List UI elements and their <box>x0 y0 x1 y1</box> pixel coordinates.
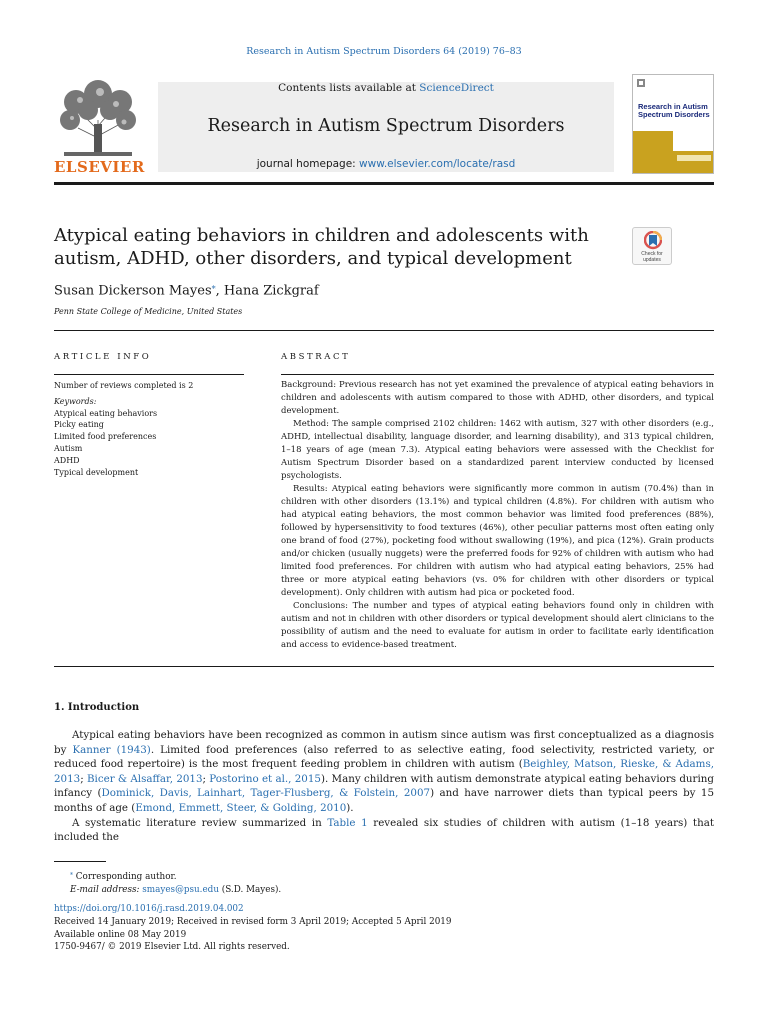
body-text: ; <box>202 772 210 785</box>
divider <box>54 374 244 375</box>
corresponding-author-mark[interactable]: ⁎ <box>211 282 216 291</box>
introduction-body <box>54 728 714 845</box>
table-1-link[interactable]: Table 1 <box>327 816 368 829</box>
reviews-count: Number of reviews completed is 2 <box>54 381 194 390</box>
journal-header <box>54 74 714 178</box>
keyword-item: Picky eating <box>54 420 104 430</box>
cover-strip <box>677 155 711 161</box>
article-info <box>54 380 244 478</box>
keyword-item: Limited food preferences <box>54 432 157 442</box>
doi-link[interactable]: https://doi.org/10.1016/j.rasd.2019.04.002 <box>54 904 244 914</box>
journal-name: Research in Autism Spectrum Disorders <box>207 116 565 136</box>
intro-paragraph-2 <box>54 816 714 845</box>
email-link[interactable]: smayes@psu.edu <box>142 884 219 895</box>
online-date: Available online 08 May 2019 <box>54 929 187 940</box>
header-rule <box>54 182 714 185</box>
keyword-item: Typical development <box>54 467 139 477</box>
email-footnote <box>54 884 714 897</box>
citation-link[interactable]: Emond, Emmett, Steer, & Golding, 2010 <box>135 801 347 814</box>
body-text: ; <box>80 772 87 785</box>
citation-link[interactable]: Postorino et al., 2015 <box>209 772 321 785</box>
abstract-conclusions: Conclusions: The number and types of atypical eating behaviors found only in children with autism and not in children with other disorders or typical development should alert clinicians to the possibility of autism and the need to evaluate for autism in order to facilitate early identification and access to evidence-based treatment. <box>281 601 714 650</box>
homepage-line <box>158 158 614 170</box>
article-title: Atypical eating behaviors in children and adolescents with autism, ADHD, other disorders, and typical development <box>54 225 589 269</box>
check-for-updates-label: Check for updates <box>641 251 663 263</box>
homepage-prefix: journal homepage: <box>256 158 360 170</box>
journal-cover-thumbnail[interactable] <box>632 74 714 174</box>
introduction-heading: 1. Introduction <box>54 702 140 713</box>
divider <box>54 666 714 667</box>
article-history <box>54 903 714 954</box>
abstract-body <box>281 379 714 652</box>
citation-link[interactable]: Kanner (1943) <box>72 743 151 756</box>
footnote-mark: ⁎ <box>70 870 73 877</box>
footnotes <box>54 867 714 897</box>
journal-banner <box>158 82 614 172</box>
email-suffix: (S.D. Mayes). <box>218 884 282 895</box>
abstract-heading: ABSTRACT <box>281 352 351 362</box>
body-text: revealed six studies of children with autism (1–18 years) that included the <box>54 816 714 844</box>
cover-title: Research in Autism Spectrum Disorders <box>638 102 710 119</box>
body-text: ) and have narrower diets than typical peers by 15 months of age ( <box>54 787 715 814</box>
affiliation: Penn State College of Medicine, United States <box>54 307 243 316</box>
body-text: Atypical eating behaviors have been recognized as common in autism since autism was first conceptualized as a diagnosis by <box>54 729 714 756</box>
check-for-updates-button[interactable] <box>632 227 672 265</box>
homepage-link[interactable]: www.elsevier.com/locate/rasd <box>359 158 516 170</box>
intro-paragraph-1 <box>54 728 714 816</box>
citation-link[interactable]: Bicer & Alsaffar, 2013 <box>86 772 203 785</box>
divider <box>281 374 714 375</box>
citation-link[interactable]: Dominick, Davis, Lainhart, Tager-Flusberg, & Folstein, 2007 <box>101 787 431 800</box>
author-list <box>54 282 319 298</box>
abstract-background: Background: Previous research has not yet examined the prevalence of atypical eating behaviors in children and adolescents with autism compared to those with ADHD, other disorders, and typical development. <box>281 380 714 416</box>
body-text: ). Many children with autism demonstrate atypical eating behaviors during infancy ( <box>54 772 714 800</box>
sciencedirect-link[interactable]: ScienceDirect <box>419 82 494 94</box>
journal-citation[interactable]: Research in Autism Spectrum Disorders 64 (2019) 76–83 <box>246 46 522 57</box>
cover-panel <box>673 131 713 151</box>
keyword-item: Atypical eating behaviors <box>54 408 158 418</box>
body-text: A systematic literature review summarized in <box>72 816 328 829</box>
author-mayes: Susan Dickerson Mayes <box>54 283 212 299</box>
abstract-results: Results: Atypical eating behaviors were significantly more common in autism (70.4%) than in children with other disorders (13.1%) and typical children (4.8%). For children with autism who had atypical eating behaviors, the most common behavior was limited food preferences (88%), followed by hypersensitivity to food textures (46%), other peculiar patterns most often eating only one brand of food (27%), pocketing food without swallowing (19%), and pica (12%). Grain products and/or chicken (usually nuggets) were the preferred foods for 92% of children with autism who had limited food preferences. For children with autism who had atypical eating behaviors, 25% had three or more atypical eating behaviors (vs. 0% for children with other disorders or typical development). Only children with autism had pica or pocketed food. <box>281 484 714 598</box>
keyword-item: Autism <box>54 443 83 453</box>
article-info-heading: ARTICLE INFO <box>54 352 152 362</box>
copyright: 1750-9467/ © 2019 Elsevier Ltd. All rights reserved. <box>54 942 290 953</box>
cover-mark-icon <box>637 79 645 87</box>
keyword-item: ADHD <box>54 455 80 465</box>
citation-link[interactable]: Beighley, Matson, Rieske, & Adams, 2013 <box>54 758 714 785</box>
body-text: ). <box>346 801 354 814</box>
contents-prefix: Contents lists available at <box>278 82 420 94</box>
footnote-text: Corresponding author. <box>73 871 177 882</box>
divider <box>54 330 714 331</box>
author-zickgraf: , Hana Zickgraf <box>215 283 319 299</box>
body-text: . Limited food preferences (also referred to as selective eating, food selectivity, restricted variety, or reduced food repertoire) is the most frequent feeding problem in children with autism ( <box>54 743 714 771</box>
elsevier-wordmark: ELSEVIER <box>54 158 145 176</box>
keywords-label: Keywords: <box>54 396 97 406</box>
contents-line <box>158 82 614 94</box>
email-label: E-mail address: <box>70 884 143 895</box>
footnote-rule <box>54 861 106 862</box>
corresponding-footnote <box>54 867 714 884</box>
check-for-updates-icon <box>644 231 662 251</box>
received-dates: Received 14 January 2019; Received in revised form 3 April 2019; Accepted 5 April 2019 <box>54 916 452 927</box>
abstract-method: Method: The sample comprised 2102 children: 1462 with autism, 327 with other disorders (e.g., ADHD, intellectual disability, language disorder, and learning disability), and 313 typical children, 1–18 years of age (mean 7.3). Atypical eating behaviors were assessed with the Checklist for Autism Spectrum Disorder based on a standardized parent interview conducted by licensed psychologists. <box>281 419 714 481</box>
